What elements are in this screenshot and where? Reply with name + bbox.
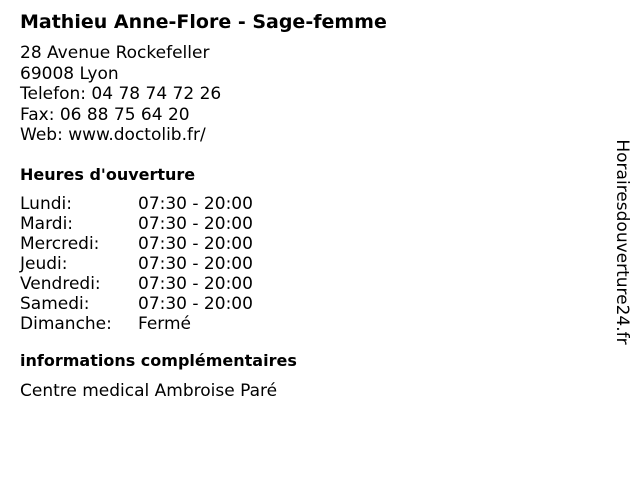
hours-value: 07:30 - 20:00	[138, 253, 253, 274]
hours-value: 07:30 - 20:00	[138, 273, 253, 294]
practitioner-title: Mathieu Anne-Flore - Sage-femme	[20, 11, 387, 33]
day-label: Vendredi:	[20, 273, 101, 294]
hours-value: 07:30 - 20:00	[138, 293, 253, 314]
day-label: Lundi:	[20, 193, 72, 214]
day-label: Jeudi:	[20, 253, 68, 274]
site-watermark: Horairesdouverture24.fr	[612, 139, 632, 345]
day-label: Samedi:	[20, 293, 90, 314]
hours-row	[20, 294, 590, 314]
day-label: Mercredi:	[20, 233, 100, 254]
hours-row	[20, 314, 590, 334]
hours-value: 07:30 - 20:00	[138, 193, 253, 214]
street-address: 28 Avenue Rockefeller	[20, 43, 210, 63]
hours-value: 07:30 - 20:00	[138, 213, 253, 234]
hours-value: 07:30 - 20:00	[138, 233, 253, 254]
opening-hours-heading: Heures d'ouverture	[20, 164, 196, 184]
phone-number[interactable]: Telefon: 04 78 74 72 26	[20, 84, 222, 104]
day-label: Dimanche:	[20, 313, 112, 334]
fax-number: Fax: 06 88 75 64 20	[20, 104, 190, 125]
hours-value: Fermé	[138, 313, 192, 334]
additional-info-heading: informations complémentaires	[20, 350, 297, 370]
hours-row	[20, 274, 590, 294]
hours-row	[20, 254, 590, 274]
practitioner-card	[20, 10, 590, 401]
day-label: Mardi:	[20, 213, 74, 234]
website[interactable]: Web: www.doctolib.fr/	[20, 125, 206, 145]
hours-row	[20, 234, 590, 254]
city-postcode: 69008 Lyon	[20, 63, 119, 84]
contact-block	[20, 43, 590, 146]
hours-row	[20, 214, 590, 234]
opening-hours-table	[20, 194, 590, 334]
additional-info-text: Centre medical Ambroise Paré	[20, 380, 278, 401]
hours-row	[20, 194, 590, 214]
